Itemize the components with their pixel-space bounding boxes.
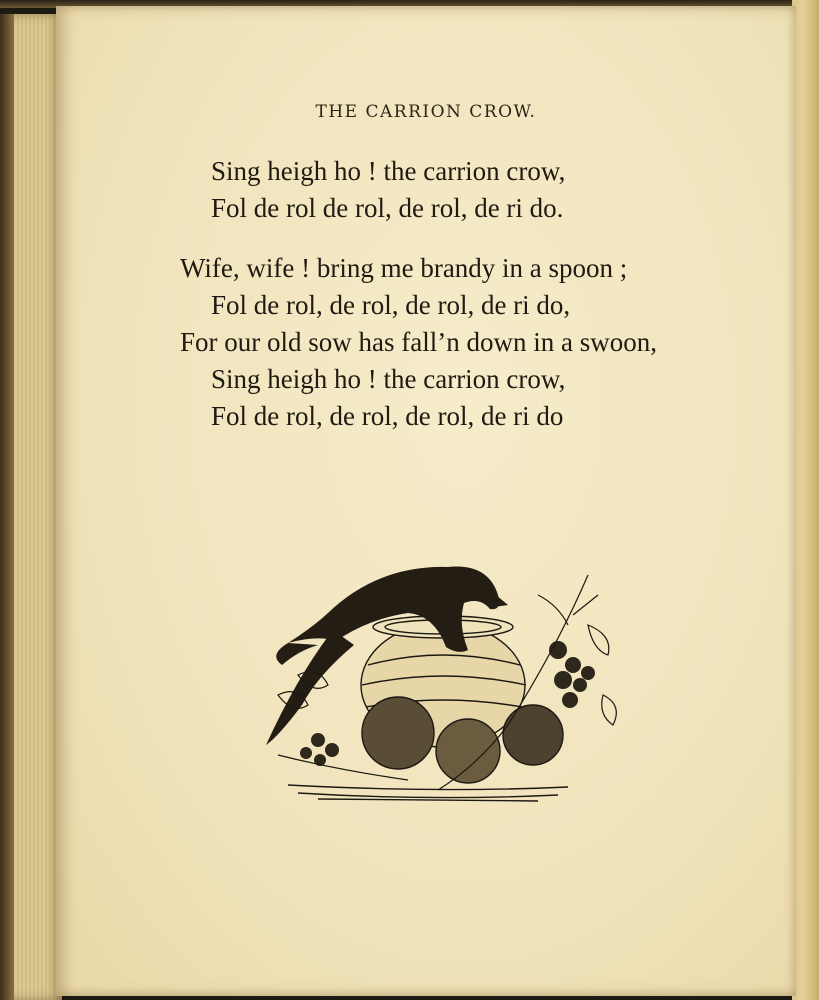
stanza-2 [180,250,657,435]
crow-on-pot-engraving-icon [258,555,628,810]
verse-line: Sing heigh ho ! the carrion crow, [211,156,566,186]
verse-line: Sing heigh ho ! the carrion crow, [211,364,566,394]
verse-line: Fol de rol, de rol, de rol, de ri do [211,401,564,431]
verse-line: Fol de rol, de rol, de rol, de ri do, [211,290,571,320]
page-stack-edges [0,14,62,1000]
book-right-edge [792,0,819,1000]
verse-line: Fol de rol de rol, de rol, de ri do. [211,193,564,223]
stanza-1 [211,153,565,227]
verse-line: Wife, wife ! bring me brandy in a spoon ; [180,253,628,283]
running-head: THE CARRION CROW. [315,102,537,122]
verse-line: For our old sow has fall’n down in a swoon, [180,327,657,357]
